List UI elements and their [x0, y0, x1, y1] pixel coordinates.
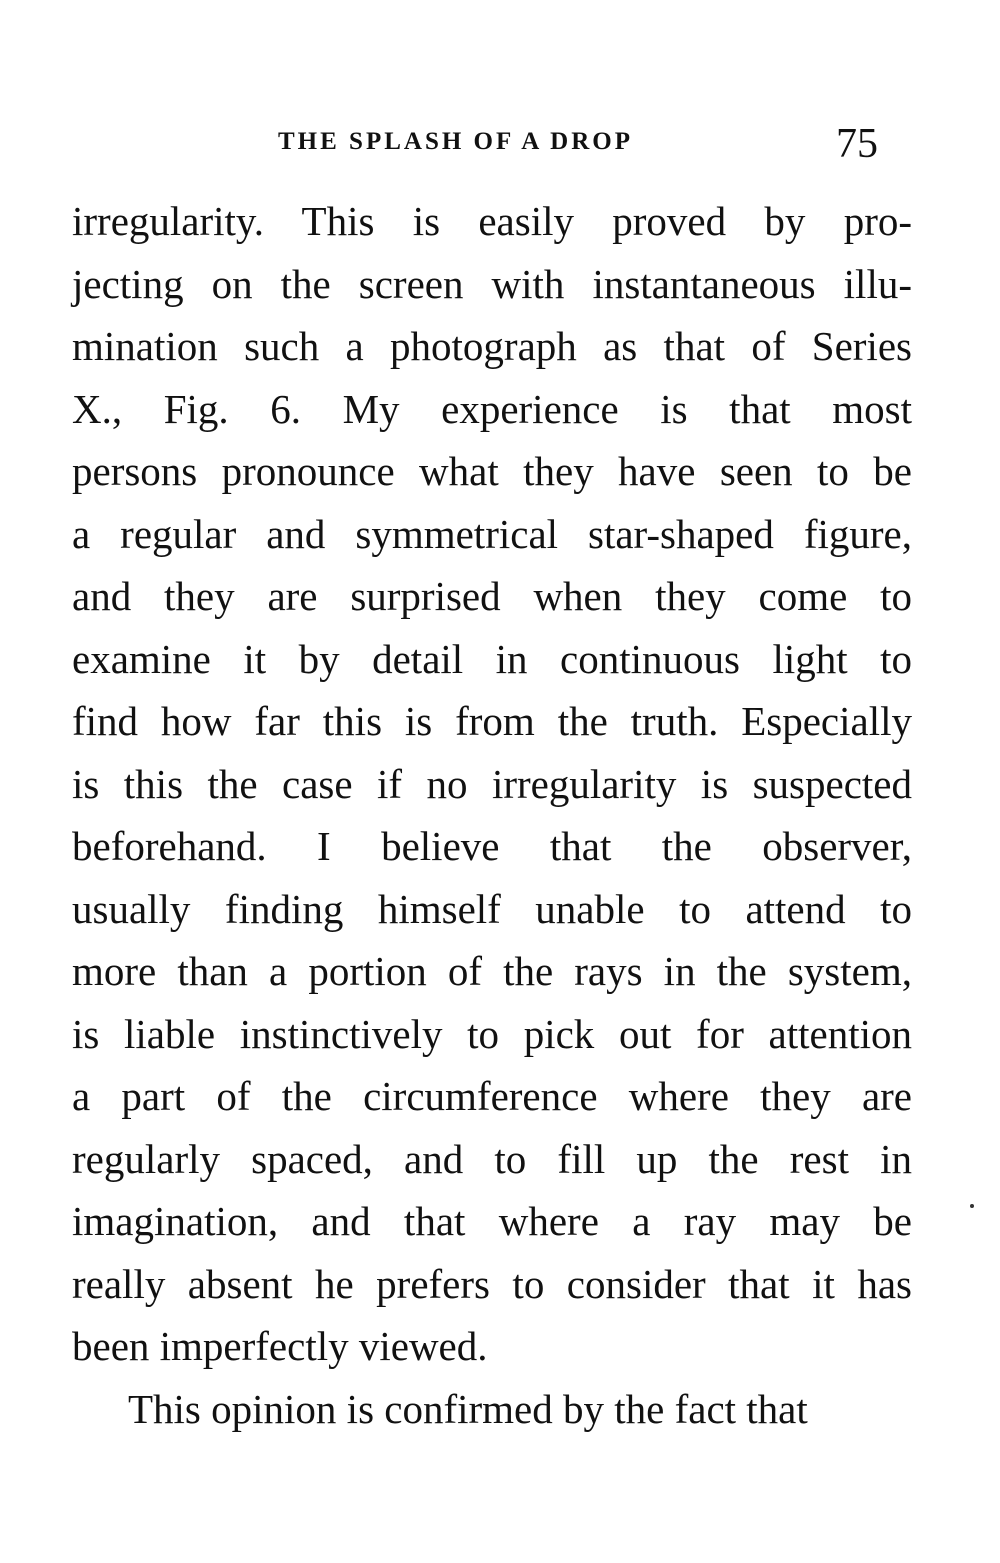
text-line: irregularity. This is easily proved by pro- [72, 198, 912, 244]
text-line: find how far this is from the truth. Especially [72, 698, 912, 744]
paragraph-start-line: This opinion is confirmed by the fact that [128, 1385, 808, 1432]
text-line: beforehand. I believe that the observer, [72, 823, 912, 869]
page-number: 75 [836, 121, 878, 167]
text-line: is this the case if no irregularity is suspected [72, 760, 912, 807]
paragraph-end-line: been imperfectly viewed. [72, 1323, 488, 1369]
text-line: and they are surprised when they come to [72, 573, 912, 619]
print-speck [970, 1204, 974, 1208]
text-line: examine it by detail in continuous light to [72, 635, 912, 682]
body-text [72, 190, 912, 1440]
text-line: usually finding himself unable to attend to [72, 885, 912, 932]
running-title: THE SPLASH OF A DROP [278, 128, 633, 155]
text-line: a part of the circumference where they are [72, 1073, 912, 1119]
text-line: X., Fig. 6. My experience is that most [72, 385, 912, 432]
text-line: a regular and symmetrical star-shaped figure, [72, 510, 912, 557]
text-line: imagination, and that where a ray may be [72, 1198, 912, 1244]
text-line: more than a portion of the rays in the system, [72, 948, 912, 994]
running-head [0, 120, 1000, 170]
text-line: really absent he prefers to consider that it has [72, 1260, 912, 1307]
text-line: regularly spaced, and to fill up the rest in [72, 1135, 912, 1182]
text-line: jecting on the screen with instantaneous illu- [72, 260, 912, 307]
text-line: mination such a photograph as that of Series [72, 323, 912, 369]
text-line: is liable instinctively to pick out for attention [72, 1010, 912, 1057]
text-line: persons pronounce what they have seen to be [72, 448, 912, 494]
